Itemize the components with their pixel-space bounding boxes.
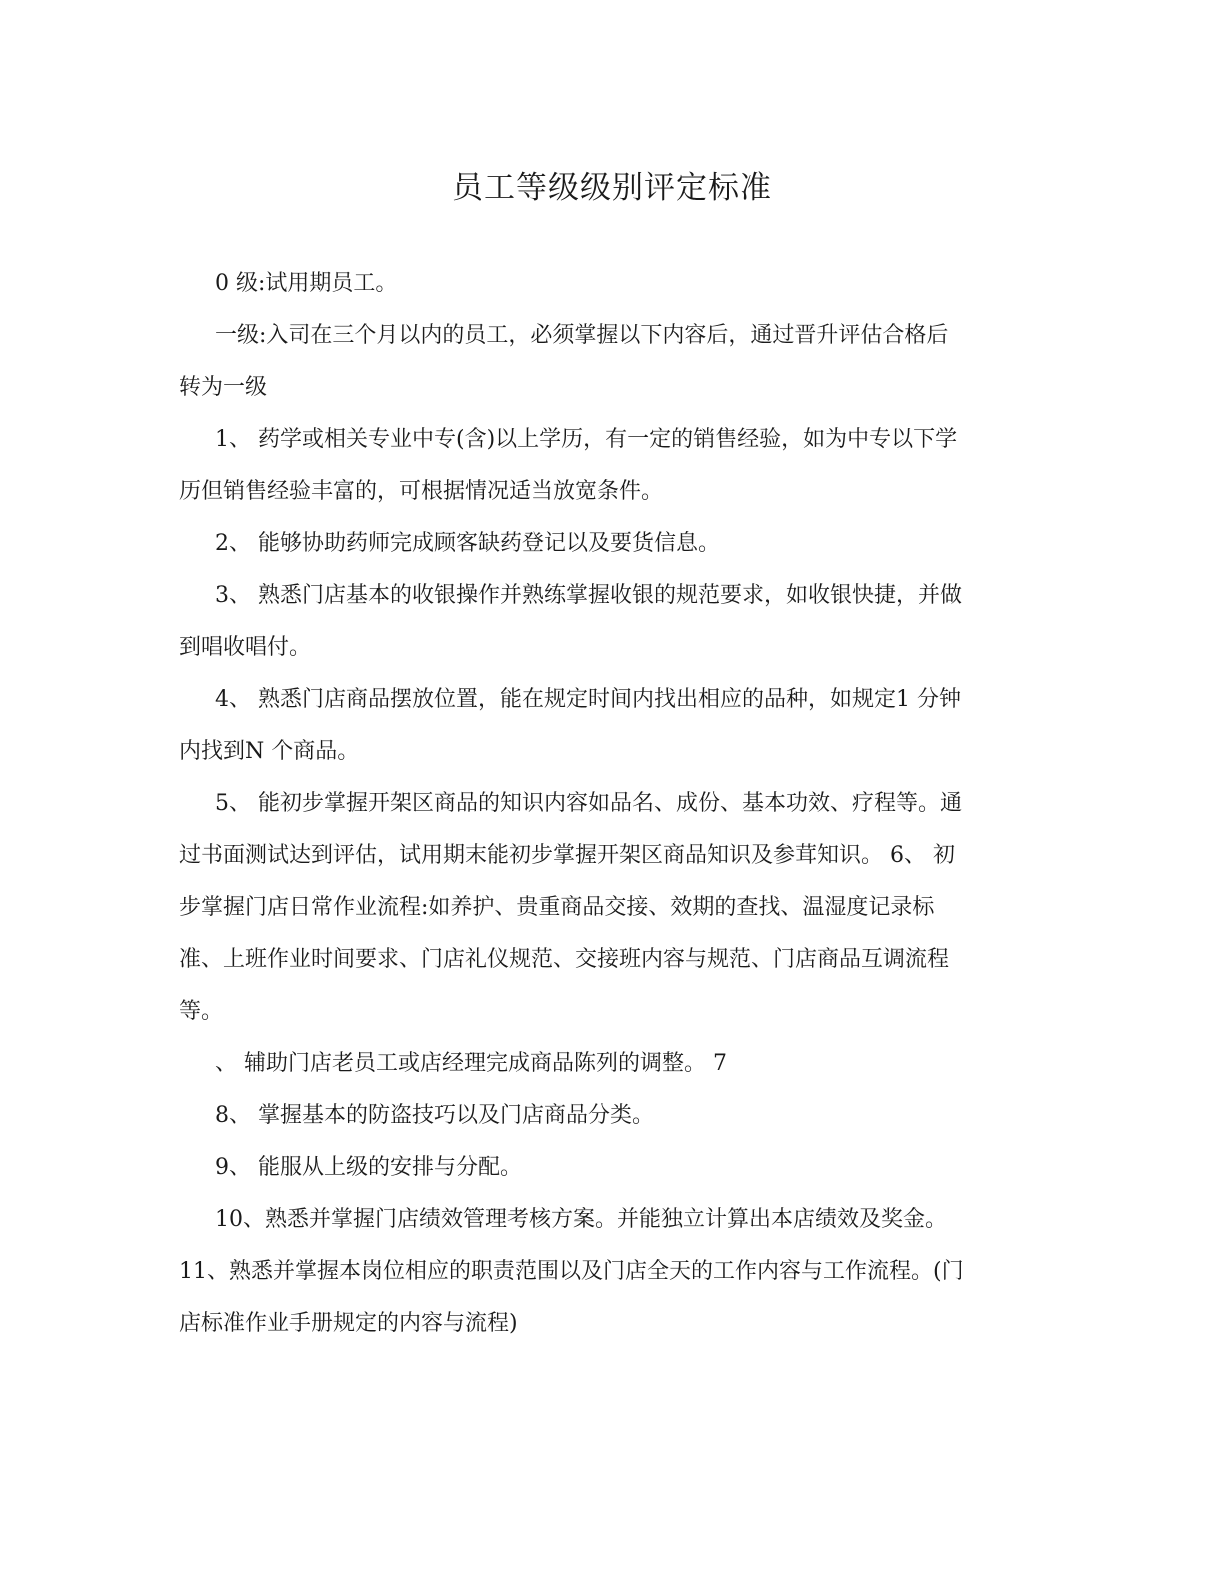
text-line: 4、 熟悉门店商品摆放位置，能在规定时间内找出相应的品种，如规定1 分钟 <box>215 687 961 712</box>
text-line: 过书面测试达到评估，试用期末能初步掌握开架区商品知识及参茸知识。 6、 初 <box>179 843 955 868</box>
text-line: 到唱收唱付。 <box>179 635 312 660</box>
text-line: 一级:入司在三个月以内的员工，必须掌握以下内容后，通过晋升评估合格后 <box>215 323 949 348</box>
text-line: 内找到N 个商品。 <box>179 739 360 764</box>
text-line: 转为一级 <box>179 375 268 400</box>
text-line: 8、 掌握基本的防盗技巧以及门店商品分类。 <box>215 1103 654 1128</box>
text-line: 等。 <box>179 999 224 1024</box>
document-title: 员工等级级别评定标准 <box>452 170 772 206</box>
text-line: 1、 药学或相关专业中专(含)以上学历，有一定的销售经验，如为中专以下学 <box>215 427 958 452</box>
text-line: 3、 熟悉门店基本的收银操作并熟练掌握收银的规范要求，如收银快捷，并做 <box>215 583 962 608</box>
text-line: 11、熟悉并掌握本岗位相应的职责范围以及门店全天的工作内容与工作流程。(门 <box>179 1259 964 1284</box>
text-line: 步掌握门店日常作业流程:如养护、贵重商品交接、效期的查找、温湿度记录标 <box>179 895 935 920</box>
text-line: 2、 能够协助药师完成顾客缺药登记以及要货信息。 <box>215 531 720 556</box>
text-line: 店标准作业手册规定的内容与流程) <box>179 1311 518 1336</box>
text-line: 准、上班作业时间要求、门店礼仪规范、交接班内容与规范、门店商品互调流程 <box>179 947 950 972</box>
text-line: 5、 能初步掌握开架区商品的知识内容如品名、成份、基本功效、疗程等。通 <box>215 791 962 816</box>
text-line: 10、熟悉并掌握门店绩效管理考核方案。并能独立计算出本店绩效及奖金。 <box>215 1207 947 1232</box>
document-body <box>179 258 1031 1350</box>
text-line: 、 辅助门店老员工或店经理完成商品陈列的调整。 7 <box>215 1051 727 1076</box>
text-line: 0 级:试用期员工。 <box>215 271 398 296</box>
text-line: 历但销售经验丰富的，可根据情况适当放宽条件。 <box>179 479 664 504</box>
text-line: 9、 能服从上级的安排与分配。 <box>215 1155 522 1180</box>
